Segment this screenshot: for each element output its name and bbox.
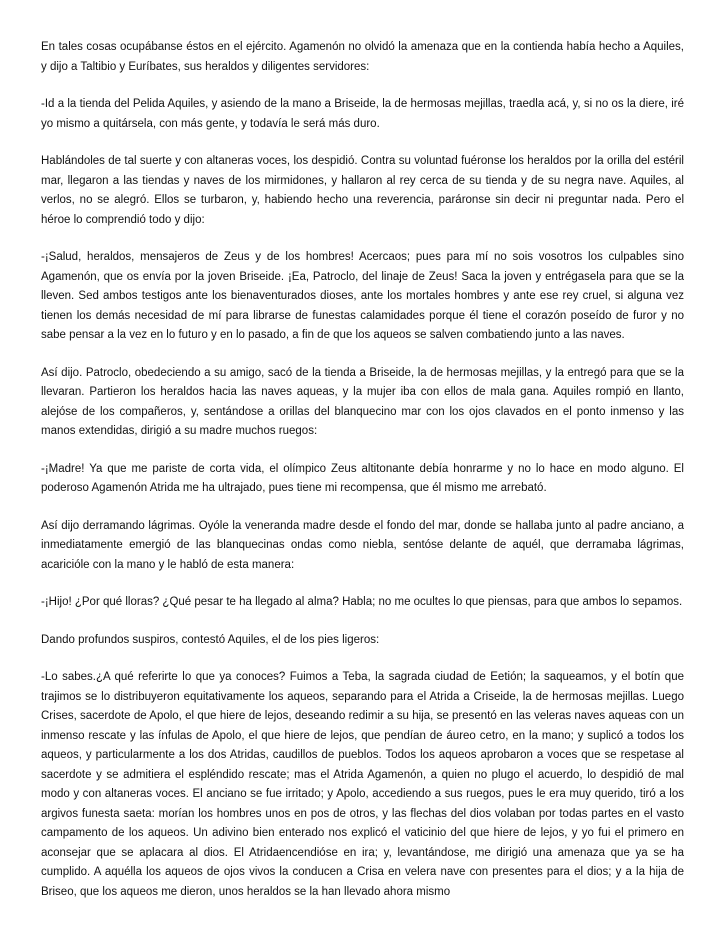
paragraph-10: -Lo sabes.¿A qué referirte lo que ya conoces? Fuimos a Teba, la sagrada ciudad de Eetión; la saqueamos, y el botín que trajimos se lo distribuyeron equitativamente los aqueos, separando para el Atrida a Criseide, la de hermosas mejillas. Luego Crises, sacerdote de Apolo, el que hiere de lejos, deseando redimir a su hija, se presentó en las veleras naves aqueas con un inmenso rescate y las ínfulas de Apolo, el que hiere de lejos, que pendían de áureo cetro, en la mano; y suplicó a todos los aqueos, y particularmente a los dos Atridas, caudillos de pueblos. Todos los aqueos aprobaron a voces que se respetase al sacerdote y se admitiera el espléndido rescate; mas el Atrida Agamenón, a quien no plugo el acuerdo, lo despidió de mal modo y con altaneras voces. El anciano se fue irritado; y Apolo, accediendo a sus ruegos, pues le era muy querido, tiró a los argivos funesta saeta: morían los hombres unos en pos de otros, y las flechas del dios volaban por todas partes en el vasto campamento de los aqueos. Un adivino bien enterado nos explicó el vaticinio del que hiere de lejos, y yo fui el primero en aconsejar que se aplacara al dios. El Atridaencendióse en ira; y, levantándose, me dirigió una amenaza que ya se ha cumplido. A aquélla los aqueos de ojos vivos la conducen a Crisa en velera nave con presentes para el dios; y a la hija de Briseo, que los aqueos me dieron, unos heraldos se la han llevado ahora mismo [41, 671, 684, 898]
paragraph-7: Así dijo derramando lágrimas. Oyóle la veneranda madre desde el fondo del mar, donde se hallaba junto al padre anciano, a inmediatamente emergió de las blanquecinas ondas como niebla, sentóse delante de aquél, que derramaba lágrimas, acaricióle con la mano y le habló de esta manera: [41, 519, 684, 571]
paragraph-1: En tales cosas ocupábanse éstos en el ejército. Agamenón no olvidó la amenaza que en la contienda había hecho a Aquiles, y dijo a Taltibio y Euríbates, sus heraldos y diligentes servidores: [41, 41, 684, 73]
paragraph-8: -¡Hijo! ¿Por qué lloras? ¿Qué pesar te ha llegado al alma? Habla; no me ocultes lo que piensas, para que ambos lo sepamos. [41, 596, 683, 608]
paragraph-4: -¡Salud, heraldos, mensajeros de Zeus y de los hombres! Acercaos; pues para mí no sois vosotros los culpables sino Agamenón, que os envía por la joven Briseide. ¡Ea, Patroclo, del linaje de Zeus! Saca la joven y entrégasela para que se la lleven. Sed ambos testigos ante los bienaventurados dioses, ante los mortales hombres y ante ese rey cruel, si alguna vez tienen los demás necesidad de mí para librarse de funestas calamidades porque él tiene el corazón poseído de furor y no sabe pensar a la vez en lo futuro y en lo pasado, a fin de que los aqueos se salven combatiendo junto a las naves. [41, 251, 684, 341]
paragraph-2: -Id a la tienda del Pelida Aquiles, y asiendo de la mano a Briseide, la de hermosas mejillas, traedla acá, y, si no os la diere, iré yo mismo a quitársela, con más gente, y todavía le será más duro. [41, 98, 684, 130]
paragraph-5: Así dijo. Patroclo, obedeciendo a su amigo, sacó de la tienda a Briseide, la de hermosas mejillas, y la entregó para que se la llevaran. Partieron los heraldos hacia las naves aqueas, y la mujer iba con ellos de mala gana. Aquiles rompió en llanto, alejóse de los compañeros, y, sentándose a orillas del blanquecino mar con los ojos clavados en el ponto inmenso y las manos extendidas, dirigió a su madre muchos ruegos: [41, 366, 684, 437]
paragraph-3: Hablándoles de tal suerte y con altaneras voces, los despidió. Contra su voluntad fuéronse los heraldos por la orilla del estéril mar, llegaron a las tiendas y naves de los mirmidones, y hallaron al rey cerca de su tienda y de su negra nave. Aquiles, al verlos, no se alegró. Ellos se turbaron, y, habiendo hecho una reverencia, paráronse sin decir ni preguntar nada. Pero el héroe lo comprendió todo y dijo: [41, 155, 684, 226]
paragraph-6: -¡Madre! Ya que me pariste de corta vida, el olímpico Zeus altitonante debía honrarme y no lo hace en modo alguno. El poderoso Agamenón Atrida me ha ultrajado, pues tiene mi recompensa, que él mismo me arrebató. [41, 462, 684, 494]
paragraph-9: Dando profundos suspiros, contestó Aquiles, el de los pies ligeros: [41, 633, 380, 646]
